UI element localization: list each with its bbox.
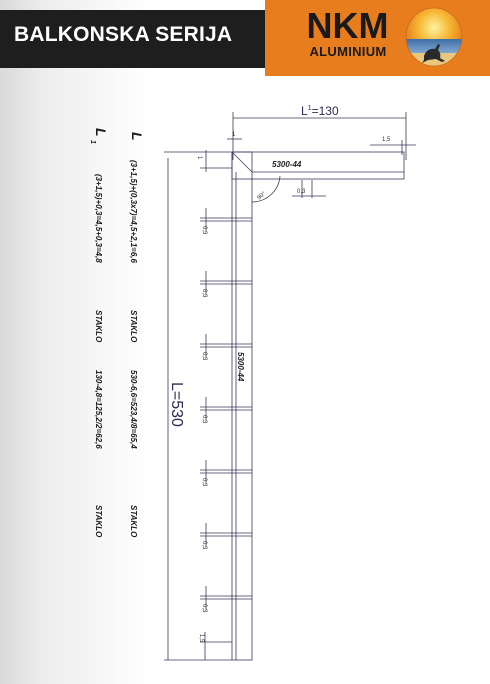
formula-L-staklo1: STAKLO [129,310,138,343]
formula-L1-expr2: 130-4,8=125,2/2=62,6 [94,370,103,449]
series-title: BALKONSKA SERIJA [14,23,233,46]
right-gap-label: 1,5 [382,137,391,143]
top-dimension-L: L [301,104,308,118]
miter-line [232,152,252,172]
segment-gap-label: 0,3 [201,352,207,361]
left-dimension-label: L=530 [168,382,185,427]
formula-L-expr2: 530-6,6=523,4/8=65,4 [129,370,138,449]
segment-gap-label: 0,3 [201,604,207,613]
vertical-profile-label: 5300-44 [236,352,245,382]
formula-L-expr1: (3+1,5)+(0,3x7)=4,5+2,1=6,6 [129,160,138,263]
formula-L1-expr1: (3+1,5)+0,3=4,5+0,3=4,8 [94,174,103,263]
segment-gap-label: 0,3 [201,541,207,550]
segment-gap-label: 0,3 [201,415,207,424]
formula-L-symbol: L [129,132,145,141]
segment-gap-label: 0,3 [201,226,207,235]
segment-gap-label: 0,3 [201,478,207,487]
brand-name: NKM [306,5,389,46]
horizontal-gap-label: 0,3 [297,189,306,195]
corner-gap-label: 1 [232,132,236,138]
segment-gap-label: 0,3 [201,289,207,298]
formula-L1-staklo1: STAKLO [94,310,103,343]
horizontal-profile-outline [232,152,404,179]
bottom-gap-label: 1,5 [198,634,204,643]
top-dimension-label [301,104,339,118]
horizontal-profile-label: 5300-44 [272,160,302,169]
formula-L-staklo2: STAKLO [129,505,138,538]
vertical-profile-outline [232,152,252,660]
formula-L1-staklo2: STAKLO [94,505,103,538]
top-dimension-value: =130 [311,104,339,118]
top-dimension-sup: 1 [307,105,312,112]
top-vertical-gap-label: 1 [196,156,202,160]
angle-label: 90° [256,191,268,202]
brand-subtitle: ALUMINIUM [309,44,387,59]
formula-L1-sup: 1 [89,140,96,144]
formula-L1-symbol: L [93,128,109,137]
